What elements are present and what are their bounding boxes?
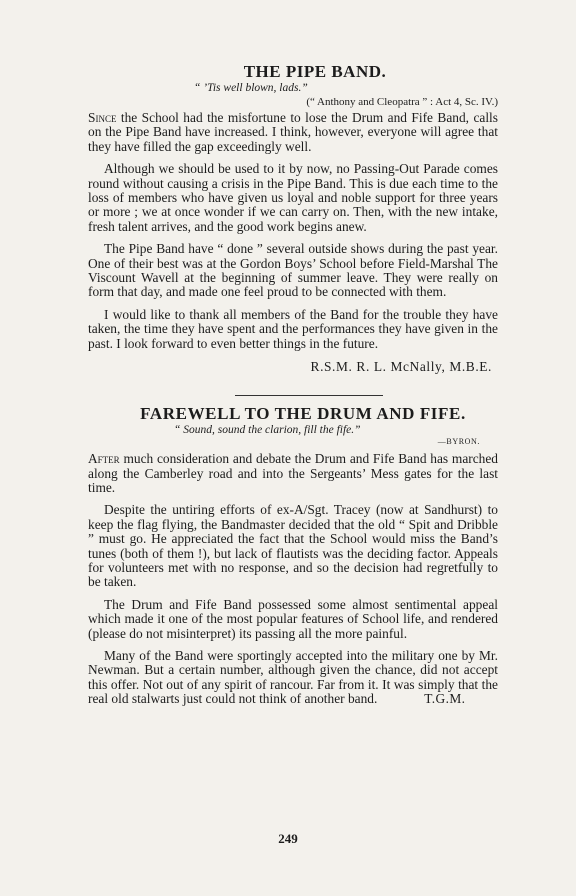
farewell-paragraph-4 [88,649,498,707]
section-divider [235,395,383,396]
paragraph-text: much consideration and debate the Drum and Fife Band has marched along the Camberley road and into the Sergeants’ Mess gates for the last time. [88,451,498,495]
pipe-band-signature: R.S.M. R. L. McNally, M.B.E. [310,359,492,375]
pipe-band-paragraph-3: The Pipe Band have “ done ” several outside shows during the past year. One of their best was at the Gordon Boys’ School before Field-Marshal The Viscount Wavell at the beginning of summer leave. They were really on form that day, and made one feel proud to be connected with them. [88,241,498,300]
dropcap-word: After [88,451,120,467]
pipe-band-paragraph-4: I would like to thank all members of the Band for the trouble they have taken, the time they have spent and the performances they have given in the past. I look forward to even better things in the future. [88,306,498,351]
farewell-epigraph: “ Sound, sound the clarion, fill the fife.” [174,424,361,437]
farewell-paragraph-1 [88,452,498,495]
pipe-band-paragraph-2: Although we should be used to it by now, no Passing-Out Parade comes round without causing a crisis in the Pipe Band. This is due each time to the loss of members who have given us loyal and noble support for three years or more ; we at once wonder if we can carry on. Then, with the new intake, fresh talent arrives, and the good work begins anew. [88,161,498,234]
farewell-signature: T.G.M. [424,691,466,707]
farewell-paragraph-3: The Drum and Fife Band possessed some almost sentimental appeal which made it one of the most popular features of School life, and rendered (please do not misinterpret) its passing all the more painful. [88,596,498,641]
page-number: 249 [278,831,298,846]
pipe-band-paragraph-1 [88,111,498,154]
page-content [88,62,498,715]
paragraph-text: the School had the misfortune to lose the Drum and Fife Band, calls on the Pipe Band have increased. I think, however, everyone will agree that they have filled the gap exceedingly well. [88,110,498,154]
farewell-title: FAREWELL TO THE DRUM AND FIFE. [140,404,466,424]
pipe-band-epigraph-source: (“ Anthony and Cleopatra ” : Act 4, Sc. IV.) [306,96,498,108]
pipe-band-epigraph: “ ’Tis well blown, lads.” [194,82,308,94]
paragraph-text: Many of the Band were sportingly accepted into the military one by Mr. Newman. But a certain number, although given the chance, did not accept this offer. Not out of any spirit of rancour. Far from it. It was simply that the real old stalwarts just could not think of another band. [88,647,498,707]
pipe-band-title: THE PIPE BAND. [243,62,387,81]
farewell-epigraph-source: —BYRON. [437,437,480,447]
dropcap-word: Since [88,110,117,125]
farewell-paragraph-2: Despite the untiring efforts of ex-A/Sgt. Tracey (now at Sandhurst) to keep the flag flying, the Bandmaster decided that the old “ Spit and Dribble ” must go. He appreciated the fact that the School would miss the Band’s tunes (both of them !), but lack of flautists was the deciding factor. Appeals for volunteers met with no response, and so the decision had regretfully to be taken. [88,502,498,590]
